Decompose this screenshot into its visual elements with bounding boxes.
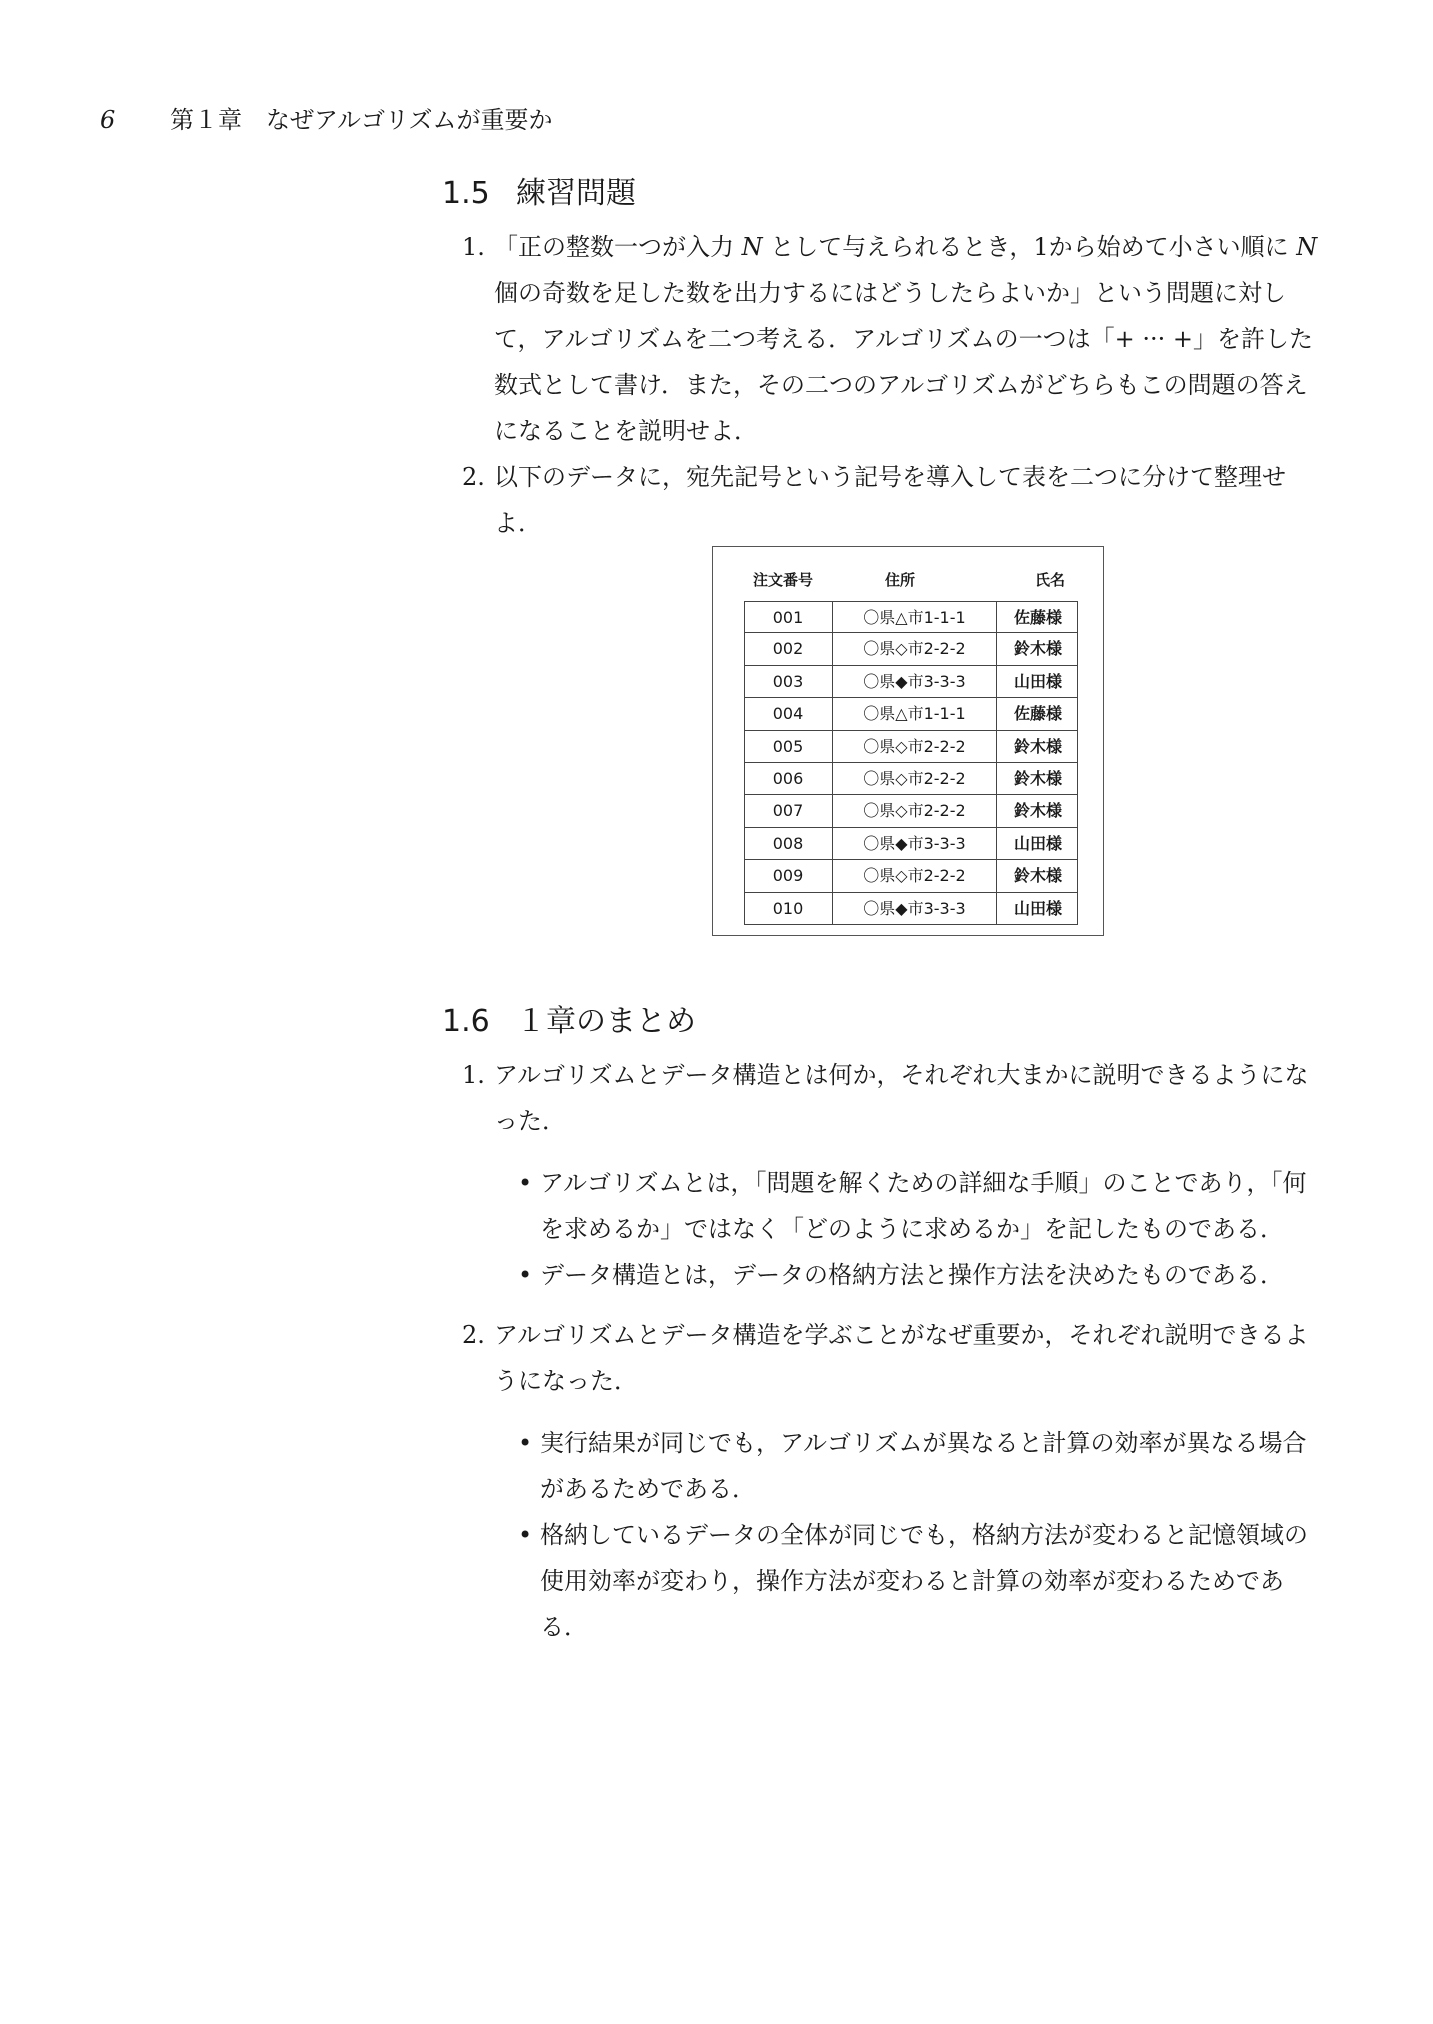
cell-address: 〇県◇市2-2-2 — [832, 633, 996, 664]
cell-order-number: 007 — [772, 801, 804, 821]
summary-text: アルゴリズムとデータ構造を学ぶことがなぜ重要か，それぞれ説明できるようになった． — [494, 1321, 1309, 1395]
cell-order-number: 009 — [772, 866, 804, 886]
bullet-item — [494, 1512, 1320, 1650]
table-body — [744, 601, 1078, 925]
bullet-list — [494, 1420, 1320, 1650]
bullet-dot-icon: • — [518, 1521, 533, 1549]
bullet-text: データ構造とは，データの格納方法と操作方法を決めたものである． — [540, 1261, 1284, 1289]
cell-order-number: 008 — [772, 833, 804, 853]
section-title: １章のまとめ — [516, 1004, 696, 1039]
exercise-text: 以下のデータに，宛先記号という記号を導入して表を二つに分けて整理せよ． — [494, 463, 1286, 537]
cell-address: 〇県◆市3-3-3 — [832, 666, 996, 697]
summary-list — [442, 1052, 1320, 1650]
summary-item-2 — [442, 1312, 1320, 1650]
item-number: 2. — [462, 463, 485, 491]
cell-name: 山田様 — [996, 666, 1079, 697]
cell-order-number: 003 — [772, 671, 804, 691]
cell-order-number: 006 — [772, 768, 804, 788]
cell-order-number: 010 — [772, 898, 804, 918]
cell-address: 〇県△市1-1-1 — [832, 698, 996, 729]
cell-order-number: 005 — [772, 736, 804, 756]
cell-address: 〇県◇市2-2-2 — [832, 795, 996, 826]
table-row — [744, 795, 1078, 827]
cell-order-number: 002 — [772, 639, 804, 659]
cell-name: 鈴木様 — [996, 860, 1079, 891]
cell-name: 佐藤様 — [996, 602, 1079, 632]
running-head — [100, 100, 553, 135]
table-row — [744, 698, 1078, 730]
cell-address: 〇県◇市2-2-2 — [832, 731, 996, 762]
cell-address: 〇県◇市2-2-2 — [832, 763, 996, 794]
summary-text: アルゴリズムとデータ構造とは何か，それぞれ大まかに説明できるようになった． — [494, 1061, 1309, 1135]
section-heading — [442, 172, 1320, 216]
variable-n: N — [1296, 233, 1318, 261]
table-header — [713, 569, 1103, 593]
section-number: 1.5 — [442, 176, 490, 211]
table-row — [744, 601, 1078, 633]
exercise-text: 「正の整数一つが入力 — [494, 233, 734, 261]
table-row — [744, 860, 1078, 892]
item-number: 1. — [462, 233, 485, 261]
table-row — [744, 633, 1078, 665]
table-row — [744, 828, 1078, 860]
section-number: 1.6 — [442, 1004, 490, 1039]
table-row — [744, 731, 1078, 763]
section-heading — [442, 1000, 1320, 1044]
variable-n: N — [741, 233, 763, 261]
bullet-dot-icon: • — [518, 1261, 533, 1289]
bullet-list — [494, 1160, 1320, 1298]
bullet-item — [494, 1252, 1320, 1298]
cell-order-number: 001 — [772, 608, 804, 627]
exercise-item-1 — [442, 224, 1320, 454]
section-summary — [442, 1000, 1320, 1664]
bullet-item — [494, 1420, 1320, 1512]
cell-address: 〇県◆市3-3-3 — [832, 828, 996, 859]
cell-address: 〇県△市1-1-1 — [832, 602, 996, 632]
exercise-item-2 — [442, 454, 1320, 546]
exercise-list — [442, 224, 1320, 546]
cell-name: 鈴木様 — [996, 795, 1079, 826]
section-title: 練習問題 — [516, 176, 636, 211]
bullet-dot-icon: • — [518, 1169, 533, 1197]
cell-address: 〇県◇市2-2-2 — [832, 860, 996, 891]
cell-name: 鈴木様 — [996, 633, 1079, 664]
bullet-text: 格納しているデータの全体が同じでも，格納方法が変わると記憶領域の使用効率が変わり，操作方法が変わると計算の効率が変わるためである． — [540, 1521, 1308, 1641]
cell-name: 山田様 — [996, 828, 1079, 859]
cell-order-number: 004 — [772, 704, 804, 724]
cell-address: 〇県◆市3-3-3 — [832, 893, 996, 924]
page-number: 6 — [100, 106, 116, 134]
header-order-number: 注文番号 — [753, 571, 814, 589]
cell-name: 山田様 — [996, 893, 1079, 924]
summary-item-1 — [442, 1052, 1320, 1298]
exercise-text: として与えられるとき，1から始めて小さい順に — [770, 233, 1289, 261]
item-number: 2. — [462, 1321, 485, 1349]
table-row — [744, 666, 1078, 698]
table-row — [744, 763, 1078, 795]
bullet-dot-icon: • — [518, 1429, 533, 1457]
bullet-item — [494, 1160, 1320, 1252]
header-address: 住所 — [885, 571, 916, 589]
cell-name: 鈴木様 — [996, 763, 1079, 794]
section-exercises — [442, 172, 1320, 918]
header-name: 氏名 — [1035, 571, 1066, 589]
cell-name: 佐藤様 — [996, 698, 1079, 729]
order-table-figure — [712, 546, 1104, 936]
bullet-text: アルゴリズムとは，「問題を解くための詳細な手順」のことであり，「何を求めるか」ではなく「どのように求めるか」を記したものである． — [540, 1169, 1307, 1243]
table-row — [744, 893, 1078, 925]
bullet-text: 実行結果が同じでも，アルゴリズムが異なると計算の効率が異なる場合があるためである． — [540, 1429, 1307, 1503]
item-number: 1. — [462, 1061, 485, 1089]
exercise-text: 個の奇数を足した数を出力するにはどうしたらよいか」という問題に対して，アルゴリズムを二つ考える．アルゴリズムの一つは「+ ··· +」を許した数式として書け．また，その二つのアルゴリズムがどちらもこの問題の答えになることを説明せよ． — [494, 279, 1314, 445]
cell-name: 鈴木様 — [996, 731, 1079, 762]
chapter-title: 第１章 なぜアルゴリズムが重要か — [170, 106, 553, 134]
